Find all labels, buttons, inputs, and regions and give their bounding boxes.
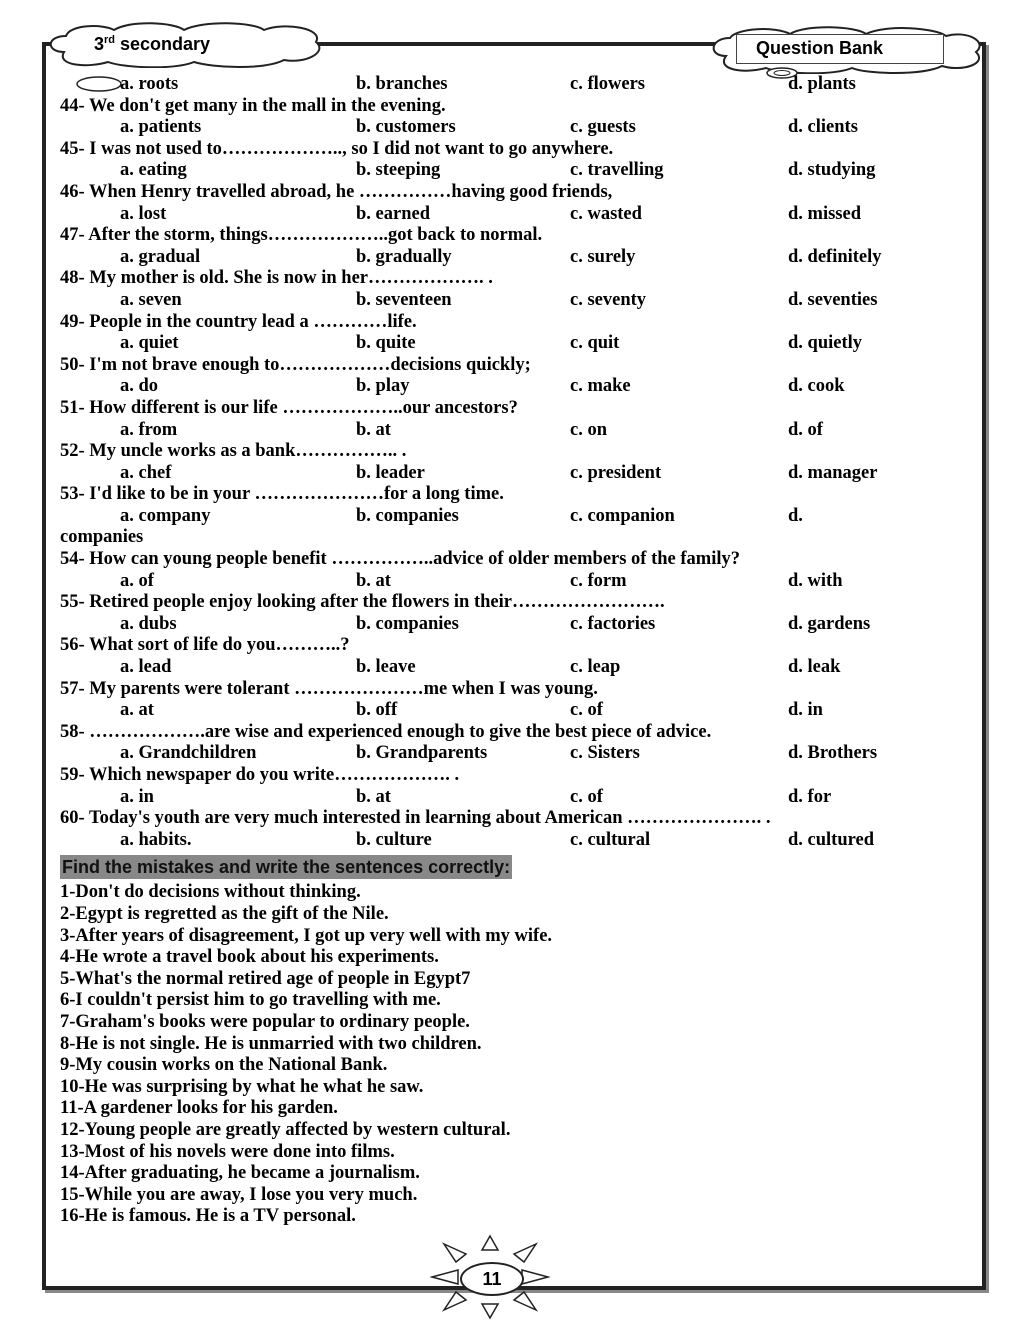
option-row (60, 333, 960, 355)
option-b: b. play (356, 376, 410, 397)
question-stem: 45- I was not used to……………….., so I did not want to go anywhere. (60, 138, 614, 159)
page-number: 11 (460, 1262, 524, 1296)
option-b: b. at (356, 786, 391, 807)
option-row (60, 463, 960, 485)
mistake-sentence: 4-He wrote a travel book about his experiments. (60, 947, 439, 968)
question-stem: 44- We don't get many in the mall in the evening. (60, 95, 446, 116)
question-stem: 57- My parents were tolerant …………………me when I was young. (60, 678, 598, 699)
option-c: c. flowers (570, 74, 645, 94)
mistake-sentence: 15-While you are away, I lose you very much. (60, 1184, 418, 1205)
option-a: a. company (120, 505, 211, 526)
option-c: c. of (570, 700, 603, 721)
option-b: b. leader (356, 462, 425, 483)
option-c: c. surely (570, 246, 636, 267)
option-d: d. missed (788, 203, 861, 224)
mistake-sentence: 9-My cousin works on the National Bank. (60, 1055, 388, 1076)
option-a: a. lost (120, 203, 167, 224)
question-stem: 60- Today's youth are very much interested in learning about American …………………. . (60, 808, 771, 829)
option-d: d. plants (788, 74, 856, 94)
option-c: c. seventy (570, 289, 647, 310)
question-stem: 51- How different is our life ………………..our ancestors? (60, 397, 518, 418)
option-a: a. habits. (120, 829, 192, 850)
option-d: d. of (788, 419, 823, 440)
option-row (60, 247, 960, 269)
question-content (60, 74, 960, 1228)
option-row (60, 376, 960, 398)
mistake-sentence: 14-After graduating, he became a journalism. (60, 1163, 420, 1184)
option-c: c. guests (570, 117, 636, 138)
option-c: c. travelling (570, 160, 664, 181)
option-a: a. in (120, 786, 154, 807)
mistake-sentence: 10-He was surprising by what he what he saw. (60, 1076, 424, 1097)
question-stem: 58- ……………….are wise and experienced enough to give the best piece of advice. (60, 721, 712, 742)
option-a: a. roots (120, 74, 179, 94)
mistake-sentence: 3-After years of disagreement, I got up very well with my wife. (60, 925, 553, 946)
option-b: b. earned (356, 203, 430, 224)
option-row (60, 787, 960, 809)
option-row (60, 290, 960, 312)
option-a: a. do (120, 376, 159, 397)
option-c: c. quit (570, 333, 620, 354)
question-stem: 49- People in the country lead a …………life. (60, 311, 417, 332)
mistakes-list (60, 882, 960, 1228)
mistake-sentence: 8-He is not single. He is unmarried with two children. (60, 1033, 482, 1054)
option-b: b. seventeen (356, 289, 452, 310)
mistake-sentence: 1-Don't do decisions without thinking. (60, 882, 361, 903)
option-a: a. Grandchildren (120, 743, 257, 764)
question-stem: 47- After the storm, things………………..got back to normal. (60, 225, 543, 246)
option-d: d. Brothers (788, 743, 878, 764)
option-b: b. companies (356, 613, 459, 634)
option-b: b. gradually (356, 246, 452, 267)
option-c: c. cultural (570, 829, 651, 850)
option-b: b. customers (356, 117, 456, 138)
option-row (60, 420, 960, 442)
header-grade-label (94, 34, 210, 55)
question-stem: 48- My mother is old. She is now in her………………. . (60, 268, 493, 289)
option-row (60, 506, 960, 528)
option-a: a. dubs (120, 613, 177, 634)
option-d: d. studying (788, 160, 876, 181)
mcq-list (60, 74, 960, 851)
option-c: c. Sisters (570, 743, 640, 764)
mistake-sentence: 12-Young people are greatly affected by western cultural. (60, 1119, 511, 1140)
grade-suffix: rd (104, 34, 116, 46)
mistake-sentence: 5-What's the normal retired age of people in Egypt7 (60, 968, 471, 989)
option-d: d. manager (788, 462, 878, 483)
option-row (60, 830, 960, 852)
option-d: d. gardens (788, 613, 871, 634)
mistake-sentence: 11-A gardener looks for his garden. (60, 1098, 338, 1119)
option-b: b. culture (356, 829, 432, 850)
question-stem: 46- When Henry travelled abroad, he ……………having good friends, (60, 181, 613, 202)
option-c: c. of (570, 786, 603, 807)
option-d: d. clients (788, 117, 858, 138)
section-heading: Find the mistakes and write the sentences correctly: (62, 857, 511, 878)
option-a: a. seven (120, 289, 182, 310)
option-a: a. eating (120, 160, 187, 181)
option-b: b. off (356, 700, 398, 721)
option-row (60, 204, 960, 226)
option-d: d. for (788, 786, 832, 807)
grade-word: secondary (115, 34, 211, 54)
option-row (60, 160, 960, 182)
question-stem: 52- My uncle works as a bank…………….. . (60, 441, 407, 462)
option-a: a. gradual (120, 246, 201, 267)
option-d: d. seventies (788, 289, 878, 310)
grade-number: 3 (94, 34, 105, 54)
header-title: Question Bank (756, 38, 884, 58)
option-d: d. cook (788, 376, 845, 397)
option-b: b. quite (356, 333, 416, 354)
option-c: c. companion (570, 505, 675, 526)
option-row (60, 614, 960, 636)
question-stem: 53- I'd like to be in your …………………for a long time. (60, 484, 504, 505)
question-stem: companies (60, 527, 144, 548)
question-stem: 56- What sort of life do you………..? (60, 635, 350, 656)
option-a: a. chef (120, 462, 172, 483)
mistake-sentence: 7-Graham's books were popular to ordinary people. (60, 1011, 470, 1032)
option-d: d. quietly (788, 333, 863, 354)
option-d: d. (788, 505, 803, 526)
option-row (60, 117, 960, 139)
question-stem: 54- How can young people benefit ……………..advice of older members of the family? (60, 549, 740, 570)
option-c: c. form (570, 570, 627, 591)
option-d: d. definitely (788, 246, 882, 267)
option-b: b. steeping (356, 160, 441, 181)
option-b: b. at (356, 419, 391, 440)
option-row (60, 74, 960, 96)
option-c: c. on (570, 419, 607, 440)
option-d: d. with (788, 570, 843, 591)
mistake-sentence: 13-Most of his novels were done into films. (60, 1141, 395, 1162)
option-a: a. patients (120, 117, 202, 138)
option-c: c. leap (570, 657, 621, 678)
mistake-sentence: 16-He is famous. He is a TV personal. (60, 1206, 356, 1227)
option-d: d. leak (788, 657, 841, 678)
question-stem: 50- I'm not brave enough to………………decisions quickly; (60, 354, 531, 375)
option-c: c. make (570, 376, 631, 397)
option-row (60, 700, 960, 722)
option-b: b. companies (356, 505, 459, 526)
option-a: a. from (120, 419, 178, 440)
option-a: a. of (120, 570, 154, 591)
question-stem: 59- Which newspaper do you write………………. . (60, 765, 460, 785)
option-b: b. leave (356, 657, 416, 678)
option-a: a. lead (120, 657, 172, 678)
option-c: c. president (570, 462, 662, 483)
option-c: c. factories (570, 613, 656, 634)
mistake-sentence: 6-I couldn't persist him to go travelling with me. (60, 990, 441, 1011)
option-b: b. branches (356, 74, 448, 94)
question-stem: 55- Retired people enjoy looking after the flowers in their……………………. (60, 592, 665, 613)
option-b: b. at (356, 570, 391, 591)
option-row (60, 743, 960, 765)
option-c: c. wasted (570, 203, 642, 224)
option-row (60, 657, 960, 679)
option-d: d. cultured (788, 829, 875, 850)
option-a: a. quiet (120, 333, 179, 354)
option-b: b. Grandparents (356, 743, 488, 764)
option-d: d. in (788, 700, 823, 721)
mistake-sentence: 2-Egypt is regretted as the gift of the Nile. (60, 903, 389, 924)
option-row (60, 571, 960, 593)
option-a: a. at (120, 700, 154, 721)
